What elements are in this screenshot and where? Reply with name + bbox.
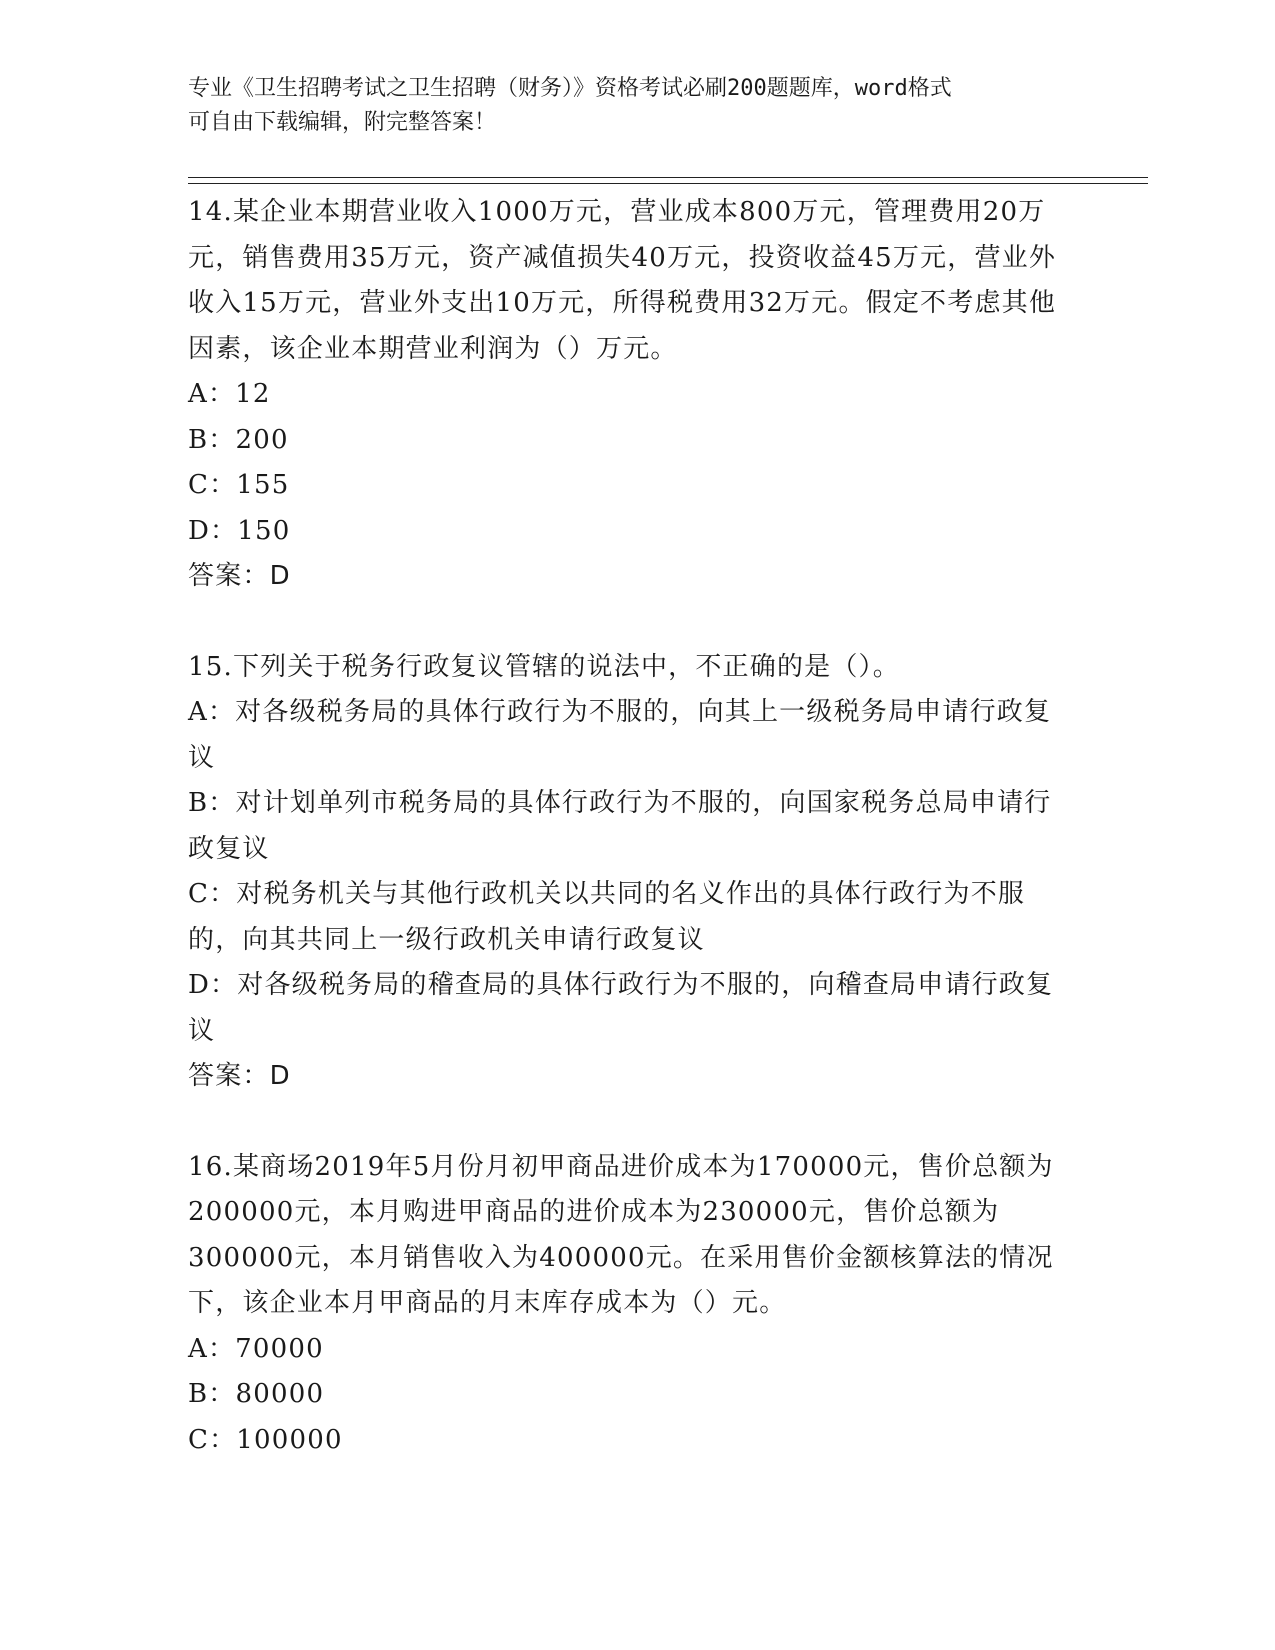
option-c: C：100000 (188, 1424, 343, 1455)
option-d: D：对各级税务局的稽查局的具体行政行为不服的，向稽查局申请行政复议 (188, 970, 1054, 1046)
option-b: B：200 (188, 424, 289, 455)
option-d: D：150 (188, 515, 291, 546)
question-16 (188, 1145, 1078, 1464)
option-b: B：对计划单列市税务局的具体行政行为不服的，向国家税务总局申请行政复议 (188, 788, 1052, 864)
option-c: C：155 (188, 470, 290, 500)
question-stem: 16.某商场2019年5月份月初甲商品进价成本为170000元，售价总额为200000元，本月购进甲商品的进价成本为230000元，售价总额为300000元，本月销售收入为400000元。在采用售价金额核算法的情况下，该企业本月甲商品的月末库存成本为（）元。 (188, 1151, 1054, 1318)
spacer (188, 1100, 1078, 1145)
option-a: A：对各级税务局的具体行政行为不服的，向其上一级税务局申请行政复议 (188, 697, 1052, 773)
option-b: B：80000 (188, 1379, 325, 1409)
answer: 答案：D (188, 561, 291, 591)
answer: 答案：D (188, 1061, 291, 1091)
option-a: A：70000 (188, 1333, 324, 1364)
spacer (188, 600, 1078, 645)
header-line-1: 专业《卫生招聘考试之卫生招聘（财务）》资格考试必刷200题题库，word格式 (188, 76, 952, 101)
question-list (188, 190, 1078, 1463)
header-line-2: 可自由下载编辑，附完整答案！ (188, 110, 497, 135)
question-stem: 14.某企业本期营业收入1000万元，营业成本800万元，管理费用20万元，销售费用35万元，资产减值损失40万元，投资收益45万元，营业外收入15万元，营业外支出10万元，所得税费用32万元。假定不考虑其他因素，该企业本期营业利润为（）万元。 (188, 197, 1057, 364)
question-stem: 15.下列关于税务行政复议管辖的说法中，不正确的是（）。 (188, 651, 900, 682)
option-c: C：对税务机关与其他行政机关以共同的名义作出的具体行政行为不服的，向其共同上一级行政机关申请行政复议 (188, 879, 1026, 955)
document-header (188, 72, 1068, 140)
header-divider-bottom (188, 183, 1148, 184)
header-divider-top (188, 177, 1148, 178)
question-14 (188, 190, 1078, 600)
question-15 (188, 645, 1078, 1100)
option-a: A：12 (188, 379, 271, 409)
